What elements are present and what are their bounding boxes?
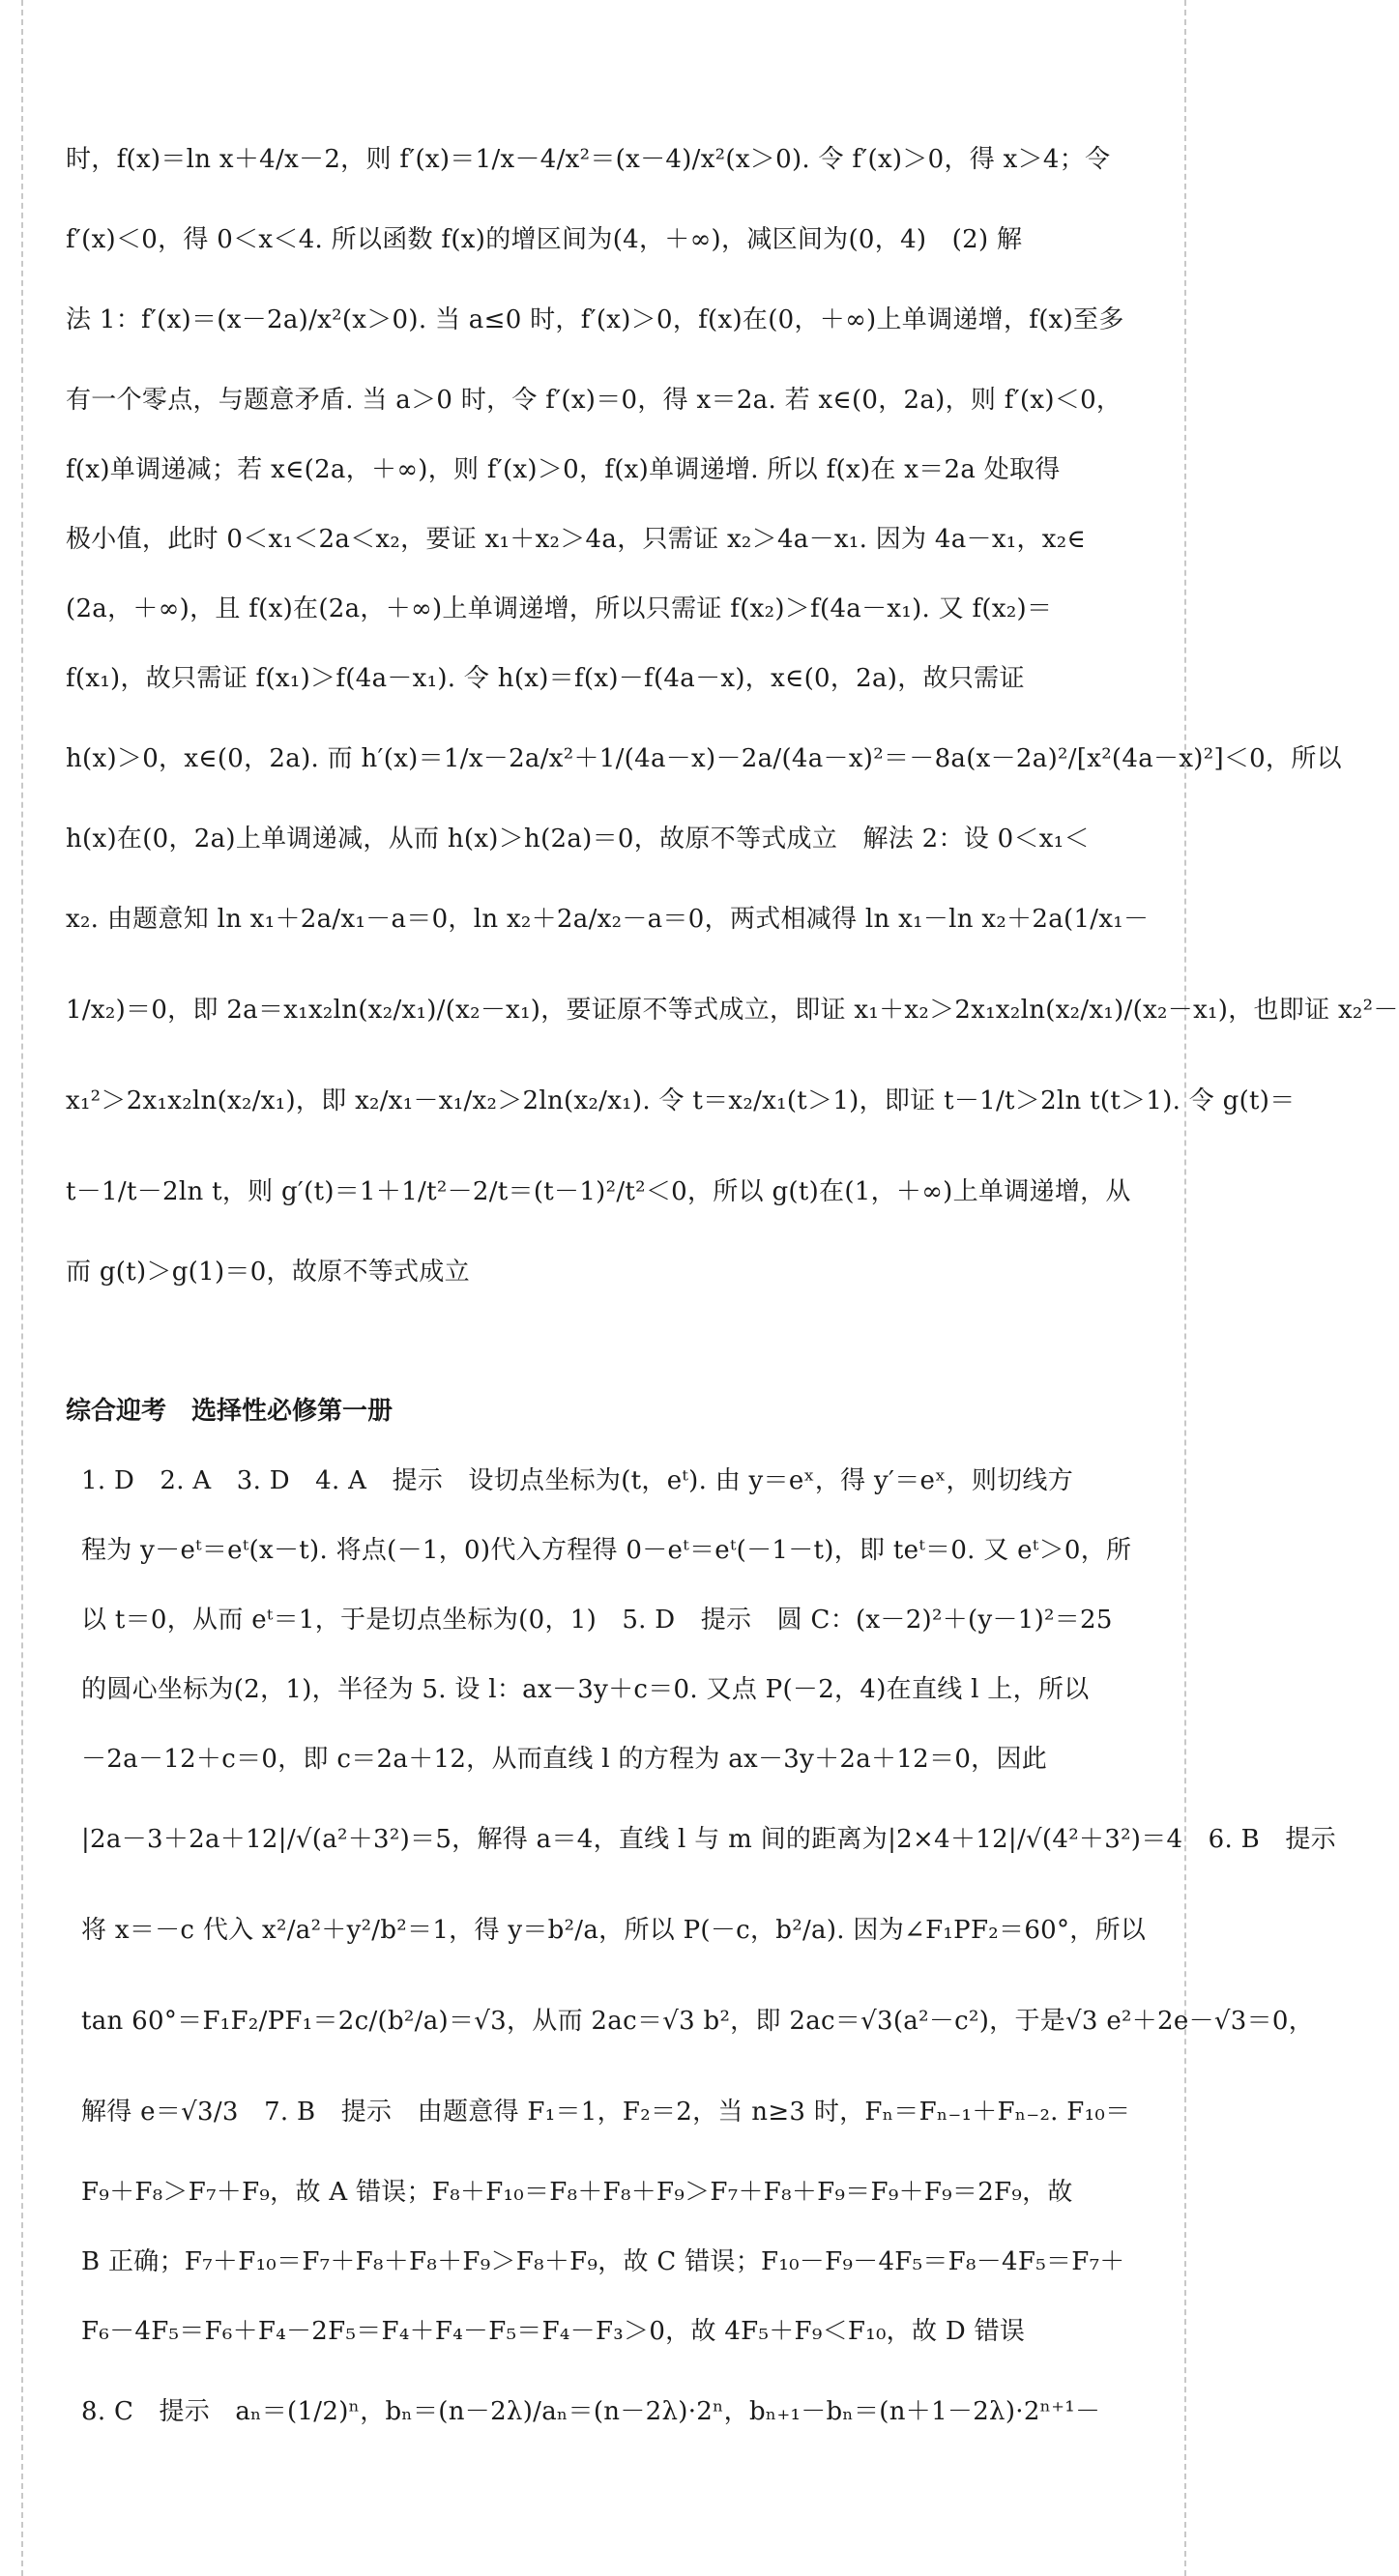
document-page (66, 114, 1399, 2457)
text-line: 法 1：f′(x)＝(x－2a)/x²(x＞0). 当 a≤0 时，f′(x)＞0，f(x)在(0，＋∞)上单调递增，f(x)至多 (66, 305, 1124, 334)
text-line: 1/x₂)＝0，即 2a＝x₁x₂ln(x₂/x₁)/(x₂－x₁)，要证原不等式成立，即证 x₁＋x₂＞2x₁x₂ln(x₂/x₁)/(x₂－x₁)，也即证 x₂²－ (66, 996, 1399, 1025)
right-binding-margin (1184, 0, 1186, 2576)
text-line: h(x)在(0，2a)上单调递减，从而 h(x)＞h(2a)＝0，故原不等式成立 解法 2：设 0＜x₁＜ (66, 825, 1090, 854)
text-line: 将 x＝－c 代入 x²/a²＋y²/b²＝1，得 y＝b²/a，所以 P(－c，b²/a). 因为∠F₁PF₂＝60°，所以 (81, 1916, 1147, 1945)
answers-paragraph (66, 1446, 1336, 2457)
text-line: f′(x)＜0，得 0＜x＜4. 所以函数 f(x)的增区间为(4，＋∞)，减区间为(0，4) (2) 解 (66, 225, 1023, 254)
text-line: |2a－3＋2a＋12|/√(a²＋3²)＝5，解得 a＝4，直线 l 与 m 间的距离为|2×4＋12|/√(4²＋3²)＝4 6. B 提示 (81, 1825, 1336, 1854)
text-line: (2a，＋∞)，且 f(x)在(2a，＋∞)上单调递增，所以只需证 f(x₂)＞f(4a－x₁). 又 f(x₂)＝ (66, 594, 1053, 623)
text-line: 8. C 提示 aₙ＝(1/2)ⁿ，bₙ＝(n－2λ)/aₙ＝(n－2λ)·2ⁿ，bₙ₊₁－bₙ＝(n＋1－2λ)·2ⁿ⁺¹－ (81, 2397, 1101, 2426)
text-line: h(x)＞0，x∈(0，2a). 而 h′(x)＝1/x－2a/x²＋1/(4a－x)－2a/(4a－x)²＝－8a(x－2a)²/[x²(4a－x)²]＜0，所以 (66, 744, 1342, 773)
text-line: 时，f(x)＝ln x＋4/x－2，则 f′(x)＝1/x－4/x²＝(x－4)/x²(x＞0). 令 f′(x)＞0，得 x＞4；令 (66, 145, 1111, 174)
text-line: 程为 y－eᵗ＝eᵗ(x－t). 将点(－1，0)代入方程得 0－eᵗ＝eᵗ(－1－t)，即 teᵗ＝0. 又 eᵗ＞0，所 (81, 1536, 1132, 1565)
text-line: x₁²＞2x₁x₂ln(x₂/x₁)，即 x₂/x₁－x₁/x₂＞2ln(x₂/x₁). 令 t＝x₂/x₁(t＞1)，即证 t－1/t＞2ln t(t＞1). 令 g(t)＝ (66, 1086, 1296, 1115)
text-line: 以 t＝0，从而 eᵗ＝1，于是切点坐标为(0，1) 5. D 提示 圆 C：(x－2)²＋(y－1)²＝25 (81, 1606, 1113, 1635)
text-line: F₆－4F₅＝F₆＋F₄－2F₅＝F₄＋F₄－F₅＝F₄－F₃＞0，故 4F₅＋F₉＜F₁₀，故 D 错误 (81, 2317, 1026, 2346)
text-line: 的圆心坐标为(2，1)，半径为 5. 设 l：ax－3y＋c＝0. 又点 P(－2，4)在直线 l 上，所以 (81, 1675, 1090, 1704)
text-line: 有一个零点，与题意矛盾. 当 a＞0 时，令 f′(x)＝0，得 x＝2a. 若 x∈(0，2a)，则 f′(x)＜0， (66, 386, 1122, 415)
text-line: x₂. 由题意知 ln x₁＋2a/x₁－a＝0，ln x₂＋2a/x₂－a＝0，两式相减得 ln x₁－ln x₂＋2a(1/x₁－ (66, 905, 1150, 934)
text-line: 1. D 2. A 3. D 4. A 提示 设切点坐标为(t，eᵗ). 由 y＝eˣ，得 y′＝eˣ，则切线方 (81, 1466, 1074, 1495)
text-line: f(x₁)，故只需证 f(x₁)＞f(4a－x₁). 令 h(x)＝f(x)－f(4a－x)，x∈(0，2a)，故只需证 (66, 664, 1025, 693)
text-line: 解得 e＝√3/3 7. B 提示 由题意得 F₁＝1，F₂＝2，当 n≥3 时，Fₙ＝Fₙ₋₁＋Fₙ₋₂. F₁₀＝ (81, 2098, 1131, 2127)
left-binding-margin (21, 0, 23, 2576)
text-line: 极小值，此时 0＜x₁＜2a＜x₂，要证 x₁＋x₂＞4a，只需证 x₂＞4a－x₁. 因为 4a－x₁，x₂∈ (66, 525, 1087, 554)
text-line: tan 60°＝F₁F₂/PF₁＝2c/(b²/a)＝√3，从而 2ac＝√3 b²，即 2ac＝√3(a²－c²)，于是√3 e²＋2e－√3＝0， (81, 2007, 1315, 2036)
section-title: 综合迎考 选择性必修第一册 (66, 1397, 393, 1426)
text-line: f(x)单调递减；若 x∈(2a，＋∞)，则 f′(x)＞0，f(x)单调递增. 所以 f(x)在 x＝2a 处取得 (66, 455, 1061, 484)
text-line: －2a－12＋c＝0，即 c＝2a＋12，从而直线 l 的方程为 ax－3y＋2a＋12＝0，因此 (81, 1745, 1048, 1774)
text-line: t－1/t－2ln t，则 g′(t)＝1＋1/t²－2/t＝(t－1)²/t²＜0，所以 g(t)在(1，＋∞)上单调递增，从 (66, 1177, 1131, 1206)
text-line: F₉＋F₈＞F₇＋F₉，故 A 错误；F₈＋F₁₀＝F₈＋F₈＋F₉＞F₇＋F₈＋F₉＝F₉＋F₉＝2F₉，故 (81, 2178, 1073, 2207)
text-line: B 正确；F₇＋F₁₀＝F₇＋F₈＋F₈＋F₉＞F₈＋F₉，故 C 错误；F₁₀－F₉－4F₅＝F₈－4F₅＝F₇＋ (81, 2247, 1125, 2276)
solution-paragraph (66, 114, 1399, 1307)
text-line: 而 g(t)＞g(1)＝0，故原不等式成立 (66, 1258, 470, 1287)
